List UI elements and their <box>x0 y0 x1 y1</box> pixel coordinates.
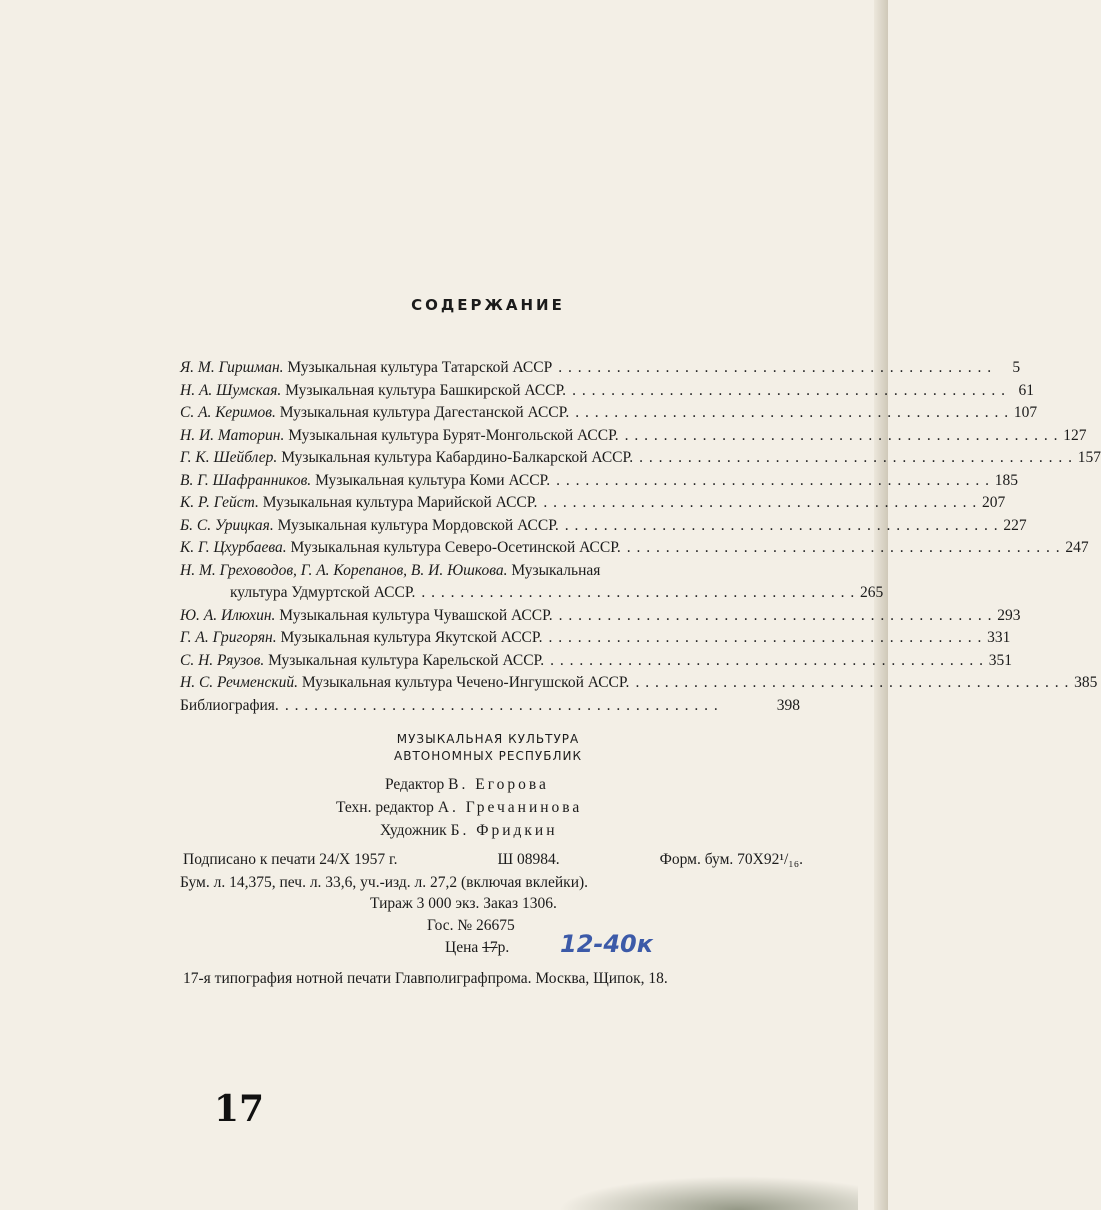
toc-title: Музыкальная культура Карельской АССР. <box>268 651 545 669</box>
printer-line: 17-я типография нотной печати Главполиграфпрома. Москва, Щипок, 18. <box>183 970 668 987</box>
toc-title: Музыкальная культура Кабардино-Балкарской АССР. <box>281 449 634 466</box>
toc-title: Музыкальная культура Бурят-Монгольской АССР. <box>288 426 619 444</box>
price-label: Цена <box>445 939 479 956</box>
toc-author: Ю. А. Илюхин. <box>180 606 276 624</box>
toc-title: Музыкальная <box>511 561 601 579</box>
print-run-line: Тираж 3 000 экз. Заказ 1306. <box>370 895 557 912</box>
toc-entry[interactable] <box>180 494 1006 517</box>
toc-author: К. Г. Цхурбаева. <box>180 539 287 556</box>
editor-line <box>385 776 549 794</box>
toc-page: 127 <box>1063 426 1087 444</box>
tech-editor-role: Техн. редактор <box>336 799 434 816</box>
toc-author: Н. И. Маторин. <box>180 426 285 444</box>
toc-title: Музыкальная культура Башкирской АССР. <box>285 381 567 399</box>
toc-title: Музыкальная культура Татарской АССР <box>287 359 553 376</box>
toc-page: 61 <box>1018 381 1034 399</box>
toc-author: Н. А. Шумская. <box>180 381 282 399</box>
toc-page: 351 <box>988 651 1012 669</box>
editor-role: Редактор <box>385 776 445 793</box>
toc-page: 398 <box>776 696 800 714</box>
toc-entry[interactable] <box>180 516 1027 540</box>
signed-date: Подписано к печати 24/Х 1957 г. <box>183 851 398 868</box>
toc-entry[interactable] <box>180 404 1038 427</box>
gos-number: Гос. № 26675 <box>427 917 515 934</box>
toc-page: 385 <box>1074 674 1098 691</box>
handwritten-mark: 17 <box>214 1088 265 1130</box>
toc-entry[interactable] <box>180 562 800 585</box>
book-title-line-1: МУЗЫКАЛЬНАЯ КУЛЬТУРА <box>396 732 580 746</box>
toc-entry[interactable] <box>180 426 1087 450</box>
toc-author: С. А. Керимов. <box>180 404 276 421</box>
toc-page: 293 <box>997 606 1021 624</box>
toc-title: Музыкальная культура Чувашской АССР. <box>279 606 553 624</box>
toc-author: В. Г. Шафранников. <box>180 471 312 489</box>
toc-page: 227 <box>1003 516 1027 534</box>
artist-line <box>380 822 558 840</box>
price-line <box>445 939 509 957</box>
artist-role: Художник <box>380 822 447 839</box>
toc-page: 185 <box>994 471 1018 489</box>
toc-page: 265 <box>860 584 884 601</box>
paper-format: Форм. бум. 70Х92¹/₁₆. <box>659 851 803 868</box>
toc-author: Г. К. Шейблер. <box>180 449 278 466</box>
handwritten-price: 12-40к <box>560 930 654 958</box>
toc-author: Я. М. Гиршман. <box>180 359 284 376</box>
toc-entry[interactable] <box>180 449 1101 472</box>
price-unit: р. <box>497 939 510 956</box>
toc-page: 107 <box>1013 404 1038 421</box>
toc-entry[interactable] <box>180 584 884 607</box>
toc-title: Музыкальная культура Дагестанской АССР. <box>279 404 570 421</box>
table-of-contents <box>180 359 1101 719</box>
page-edge <box>874 0 888 1210</box>
toc-title: Музыкальная культура Якутской АССР. <box>280 629 543 646</box>
toc-author: К. Р. Гейст. <box>180 494 259 511</box>
toc-entry[interactable] <box>180 471 1018 495</box>
toc-page: 247 <box>1065 539 1089 556</box>
toc-entry[interactable] <box>180 381 1034 405</box>
tech-editor-line <box>336 799 582 817</box>
toc-page: 331 <box>987 629 1011 646</box>
editor-name: В. Егорова <box>448 776 549 793</box>
price-struck: 17 <box>482 939 498 956</box>
toc-entry[interactable] <box>180 651 1012 675</box>
toc-title: Музыкальная культура Мордовской АССР. <box>277 516 559 534</box>
toc-entry[interactable] <box>180 539 1089 562</box>
toc-title: культура Удмуртской АССР. <box>230 584 416 601</box>
toc-title: Музыкальная культура Марийской АССР. <box>262 494 538 511</box>
contents-title: СОДЕРЖАНИЕ <box>411 296 565 314</box>
toc-entry[interactable] <box>180 359 1021 382</box>
toc-entry[interactable] <box>180 697 800 720</box>
toc-page: 5 <box>1012 359 1021 376</box>
order-code: Ш 08984. <box>497 851 560 868</box>
toc-title: Библиография. <box>180 696 279 714</box>
toc-entry[interactable] <box>180 674 1098 697</box>
toc-author: Н. С. Речменский. <box>180 674 298 691</box>
book-title-line-2: АВТОНОМНЫХ РЕСПУБЛИК <box>394 749 582 763</box>
toc-author: Б. С. Урицкая. <box>180 516 274 534</box>
artist-name: Б. Фридкин <box>450 822 558 839</box>
toc-page: 207 <box>981 494 1006 511</box>
toc-author: Н. М. Греховодов, Г. А. Корепанов, В. И. Юшкова. <box>180 561 508 579</box>
toc-title: Музыкальная культура Чечено-Ингушской АССР. <box>301 674 630 691</box>
tech-editor-name: А. Гречанинова <box>437 799 583 816</box>
toc-entry[interactable] <box>180 629 1011 652</box>
toc-title: Музыкальная культура Коми АССР. <box>315 471 551 489</box>
toc-page: 157 <box>1077 449 1101 466</box>
signed-line <box>183 851 803 869</box>
toc-author: С. Н. Ряузов. <box>180 651 265 669</box>
toc-entry[interactable] <box>180 606 1021 630</box>
toc-author: Г. А. Григорян. <box>180 629 277 646</box>
page-stain <box>558 1176 858 1210</box>
paper-volume-line: Бум. л. 14,375, печ. л. 33,6, уч.-изд. л. 27,2 (включая вклейки). <box>180 874 589 891</box>
toc-title: Музыкальная культура Северо-Осетинской АССР. <box>290 539 621 556</box>
